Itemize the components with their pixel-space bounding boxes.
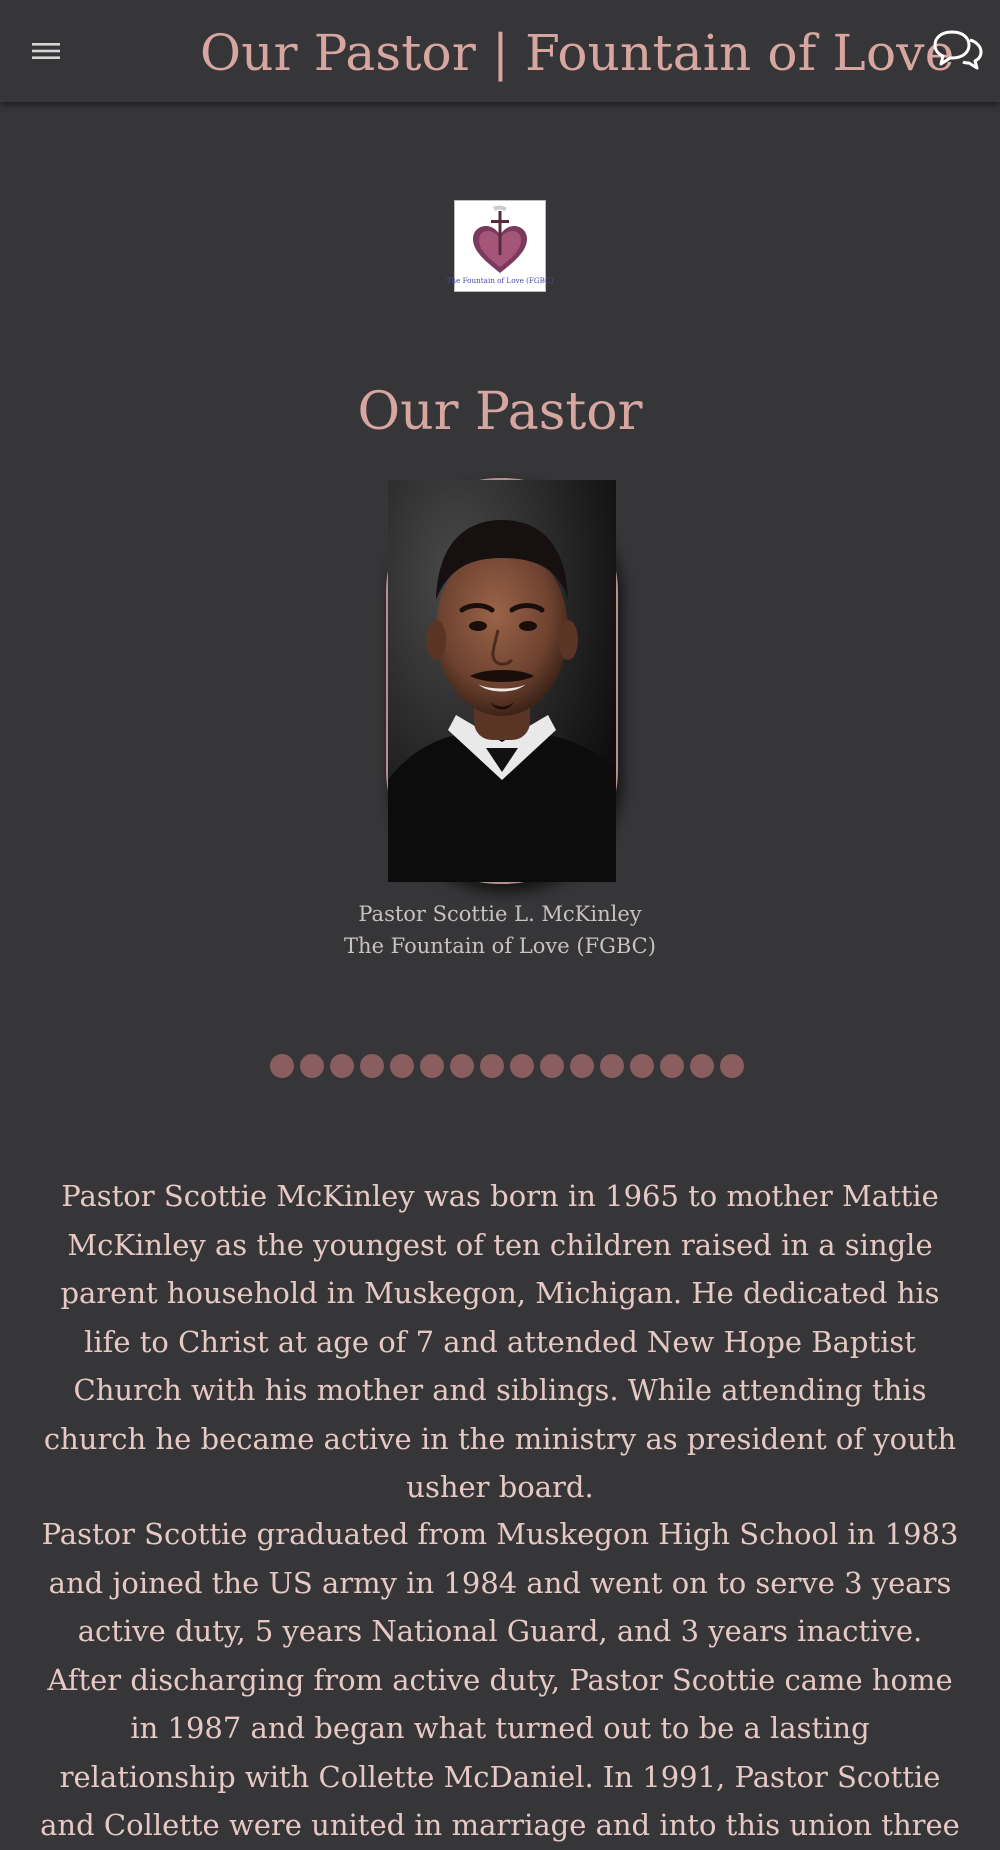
decorative-divider: [270, 1052, 730, 1066]
portrait-caption: [0, 898, 1000, 962]
chat-bubbles-icon: [932, 26, 984, 74]
chat-button[interactable]: [932, 26, 984, 74]
church-logo[interactable]: [446, 200, 554, 292]
biography-paragraph-2: Pastor Scottie graduated from Muskegon High School in 1983 and joined the US army in 1984 and went on to serve 3 years active duty, 5 years National Guard, and 3 years inactive. After discharging from active duty, Pastor Scottie came home in 1987 and began what turned out to be a lasting relationship with Collette McDaniel. In 1991, Pastor Scottie and Collette were united in marriage and into this union three: [40, 1517, 960, 1842]
biography-paragraph-1: Pastor Scottie McKinley was born in 1965 to mother Mattie McKinley as the youngest of ten children raised in a single parent household in Muskegon, Michigan. He dedicated his life to Christ at age of 7 and attended New Hope Baptist Church with his mother and siblings. While attending this church he became active in the ministry as president of youth usher board.: [43, 1179, 957, 1504]
menu-button[interactable]: [26, 28, 66, 74]
scallop-divider-icon: [270, 1053, 730, 1067]
site-title: Our Pastor | Fountain of Love: [200, 24, 955, 82]
pastor-photo: [388, 480, 616, 882]
page-title: Our Pastor: [357, 382, 643, 442]
caption-church-name: The Fountain of Love (FGBC): [344, 934, 656, 958]
pastor-portrait: [386, 478, 618, 884]
logo-text: The Fountain of Love (FGBC): [446, 276, 554, 285]
heart-cross-logo: [446, 201, 554, 291]
top-app-bar: [0, 0, 1000, 102]
caption-pastor-name: Pastor Scottie L. McKinley: [358, 902, 642, 926]
hamburger-menu-icon: [31, 40, 61, 62]
